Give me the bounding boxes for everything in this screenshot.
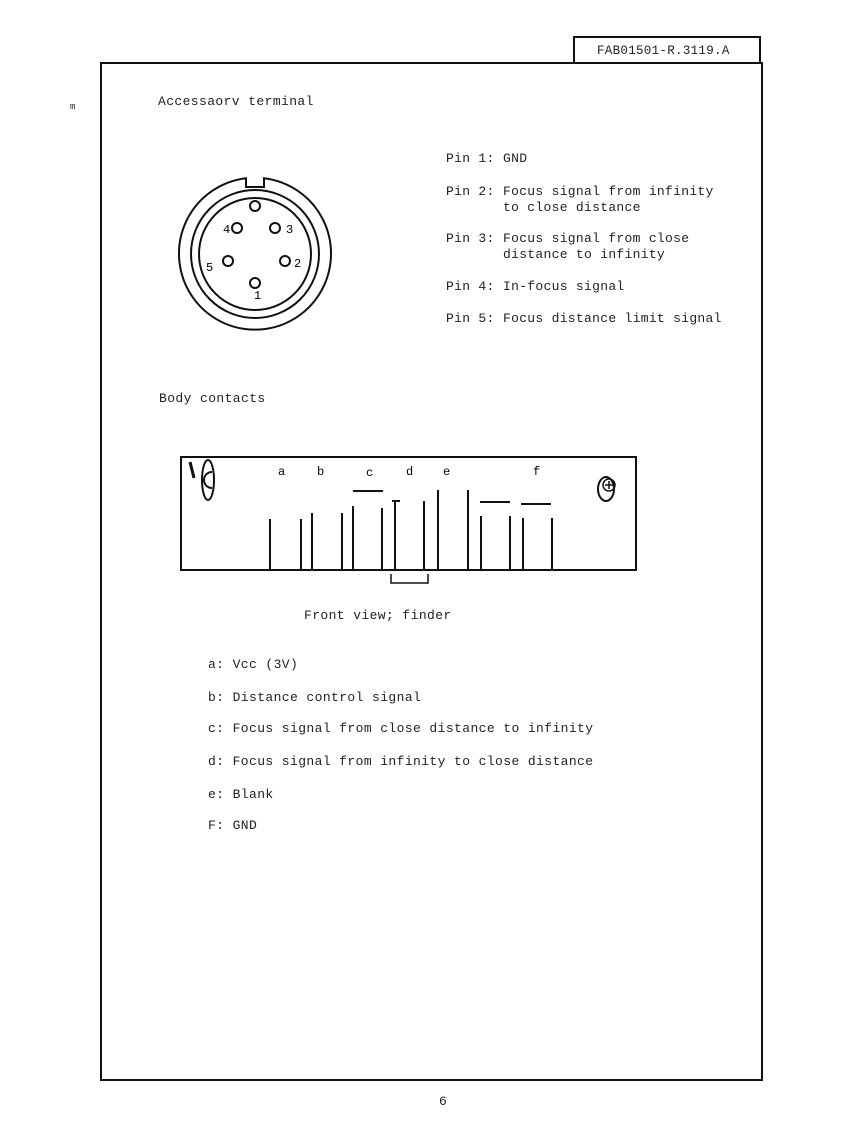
contact-letter-d: d [406,465,414,479]
pin-number-3: 3 [286,223,294,237]
pin-3-row [446,231,693,263]
pin-number-1: 1 [254,289,262,303]
left-screw-slot [204,472,212,488]
page-number: 6 [439,1094,448,1109]
pin-number-2: 2 [294,257,302,271]
body-contacts-diagram [178,452,640,588]
document-id: FAB01501-R.3119.A [597,44,730,58]
left-screw-tick [190,462,194,478]
legend-item-c: c: Focus signal from close distance to infinity [208,721,594,736]
pin-1-row [446,151,527,167]
bottom-bracket [391,574,428,583]
pin-5-desc: Focus distance limit signal [503,311,722,326]
pin-3-desc: Focus signal from close distance to infinity [503,231,690,262]
legend-item-f: F: GND [208,818,258,833]
pin-4-row [446,279,625,295]
accessory-terminal-title: Accessaorv terminal [158,94,314,109]
pin-hole-3 [270,223,280,233]
legend-item-a: a: Vcc (3V) [208,657,299,672]
pin-hole-2 [280,256,290,266]
pin-5-row [446,311,722,327]
pin-2-row [446,184,718,216]
pin-5-label: Pin 5: [446,311,495,326]
pin-hole-4 [232,223,242,233]
pin-hole-5 [223,256,233,266]
legend-item-b: b: Distance control signal [208,690,422,705]
contact-letter-c: c [366,466,374,480]
contact-letter-a: a [278,465,286,479]
legend-item-e: e: Blank [208,787,274,802]
pin-number-4: 4 [223,223,231,237]
body-contacts-title: Body contacts [159,391,266,406]
pin-4-desc: In-focus signal [503,279,625,294]
contact-letter-e: e [443,465,451,479]
pin-number-5: 5 [206,261,214,275]
front-view-caption: Front view; finder [304,608,452,623]
pin-2-label: Pin 2: [446,184,495,199]
contact-letter-f: f [533,465,541,479]
connector-key-hole [250,201,260,211]
pin-1-desc: GND [503,151,528,166]
pin-2-desc: Focus signal from infinity to close distance [503,184,714,215]
margin-mark: m [70,102,76,112]
contact-letter-b: b [317,465,325,479]
accessory-connector-diagram [170,170,345,340]
legend-item-d: d: Focus signal from infinity to close distance [208,754,594,769]
pin-hole-1 [250,278,260,288]
pin-3-label: Pin 3: [446,231,495,246]
pin-1-label: Pin 1: [446,151,495,166]
pin-4-label: Pin 4: [446,279,495,294]
